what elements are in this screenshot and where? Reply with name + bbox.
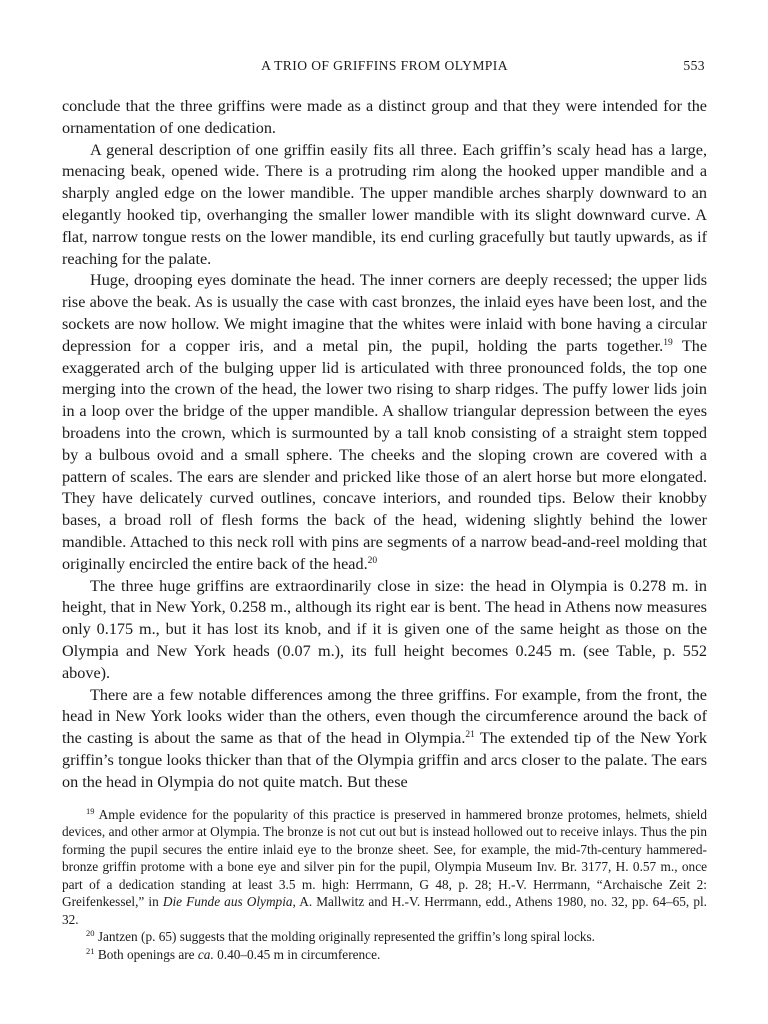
footnote-ref: 20 [367, 555, 378, 566]
footnote-text: , A. Mallwitz and H.-V. Herrmann, edd., Athens 1980, no. 32, pp. 64–65, pl. 32. [62, 894, 707, 927]
paragraph [62, 685, 707, 794]
paragraph [62, 270, 707, 575]
body-text [62, 96, 707, 794]
page [62, 52, 707, 963]
footnote-text: Ample evidence for the popularity of this practice is preserved in hammered bronze protomes, helmets, shield devices, and other armor at Olympia. The bronze is not cut out but is instead hollowed out to receive inlays. Thus the pin forming the pupil secures the entire inlaid eye to the bronze sheet. See, for example, the mid-7th-century hammered-bronze griffin protome with a bone eye and silver pin for the pupil, Olympia Museum Inv. Br. 3177, H. 0.57 m., once part of a dedication standing at least 3.5 m. high: Herrmann, G 48, p. 28; H.-V. Herrmann, “Archaische Zeit 2: Greifenkessel,” in [62, 806, 707, 909]
paragraph-text: conclude that the three griffins were made as a distinct group and that they were intended for the ornamentation of one dedication. [62, 97, 707, 137]
footnote-ref: 19 [86, 805, 95, 816]
running-title: A TRIO OF GRIFFINS FROM OLYMPIA [261, 58, 508, 73]
footnote-text: Jantzen (p. 65) suggests that the molding originally represented the griffin’s long spiral locks. [94, 929, 596, 944]
paragraph-text: There are a few notable differences among the three griffins. For example, from the front, the head in New York looks wider than the others, even though the circumference around the back of the casting is about the same as that of the head in Olympia. [62, 685, 707, 748]
paragraph-text: A general description of one griffin easily fits all three. Each griffin’s scaly head has a large, menacing beak, opened wide. There is a protruding rim along the hooked upper mandible and a sharply angled edge on the lower mandible. The upper mandible arches sharply downward to an elegantly hooked tip, overhanging the smaller lower mandible with its slight downward curve. A flat, narrow tongue rests on the lower mandible, its end curling gracefully but tautly upwards, as if reaching for the palate. [62, 140, 707, 268]
footnote-ref: 21 [465, 730, 475, 741]
footnote [62, 928, 707, 946]
paragraph-text: The extended tip of the New York griffin’s tongue looks thicker than that of the Olympia griffin and arcs closer to the palate. The ears on the head in Olympia do not quite match. But these [62, 729, 707, 791]
footnote [62, 806, 707, 929]
footnote-ref: 19 [663, 337, 673, 348]
paragraph-text: The exaggerated arch of the bulging upper lid is articulated with three pronounced folds, the top one merging into the crown of the head, the lower two rising to sharp ridges. The puffy lower lids join in a loop over the bridge of the upper mandible. A shallow triangular depression between the eyes broadens into the crown, which is surmounted by a tall knob consisting of a straight stem topped by a bulbous ovoid and a small sphere. The cheeks and the sloping crown are covered with a pattern of scales. The ears are slender and pricked like those of an alert horse but more elongated. They have delicately curved outlines, concave interiors, and rounded tips. Below their knobby bases, a broad roll of flesh forms the back of the head, widening slightly behind the lower mandible. Attached to this neck roll with pins are segments of a narrow bead-and-reel molding that originally encircled the entire back of the head. [62, 336, 707, 573]
footnote [62, 946, 707, 964]
paragraph-text: The three huge griffins are extraordinarily close in size: the head in Olympia is 0.278 m. in height, that in New York, 0.258 m., although its right ear is bent. The head in Athens now measures only 0.175 m., but it has lost its knob, and if it is given one of the same height as those on the Olympia and New York heads (0.07 m.), its full height becomes 0.245 m. (see Table, p. 552 above). [62, 576, 707, 682]
paragraph [62, 96, 707, 140]
footnote-italic: ca. [197, 946, 214, 962]
paragraph [62, 576, 707, 685]
running-header [62, 52, 707, 76]
paragraph-text: Huge, drooping eyes dominate the head. The inner corners are deeply recessed; the upper lids rise above the beak. As is usually the case with cast bronzes, the inlaid eyes have been lost, and the sockets are now hollow. We might imagine that the whites were inlaid with bone having a circular depression for a copper iris, and a metal pin, the pupil, holding the parts together. [62, 271, 707, 355]
footnote-text: 0.40–0.45 m in circumference. [213, 946, 381, 962]
page-number: 553 [683, 58, 705, 73]
footnotes [62, 806, 707, 964]
paragraph [62, 140, 707, 271]
footnote-ref: 20 [86, 928, 95, 938]
footnote-italic: Die Funde aus Olympia [162, 894, 293, 909]
footnote-text: Both openings are [94, 946, 198, 962]
footnote-ref: 21 [86, 945, 95, 956]
